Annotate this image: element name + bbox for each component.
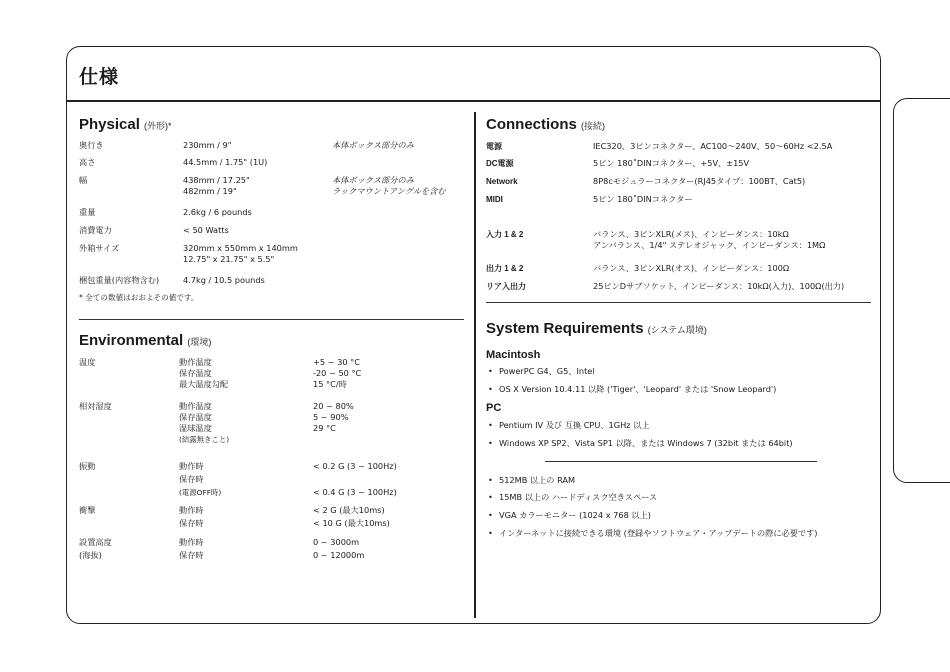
env-item: 動作時 — [179, 537, 204, 547]
physical-label: 消費電力 — [79, 225, 112, 235]
env-item: (結露無きこと) — [179, 435, 230, 444]
env-label-2: (海抜) — [79, 550, 102, 560]
pc-item: • Windows XP SP2、Vista SP1 以降、または Windows 7 (32bit または 64bit) — [499, 438, 793, 449]
physical-label: 幅 — [79, 175, 88, 185]
env-item: 保存時 — [179, 474, 204, 484]
side-tab — [893, 98, 950, 483]
env-label: 振動 — [79, 461, 96, 471]
mac-item: • PowerPC G4、G5、Intel — [499, 366, 595, 377]
physical-heading: Physical (外形)* — [79, 116, 172, 133]
mac-title: Macintosh — [486, 349, 541, 361]
env-item: 動作温度 — [179, 401, 212, 411]
physical-value: 2.6kg / 6 pounds — [183, 207, 252, 217]
section-divider — [79, 319, 464, 320]
physical-footnote: * 全ての数値はおおよその値です。 — [79, 293, 199, 302]
env-value: 0 ~ 12000m — [313, 550, 365, 560]
env-label: 温度 — [79, 357, 96, 367]
env-item: 湿球温度 — [179, 423, 212, 433]
common-item: • 512MB 以上の RAM — [499, 475, 575, 486]
env-item: (電源OFF時) — [179, 488, 222, 497]
conn-value: 5ピン 180˚DINコネクター、+5V、±15V — [593, 158, 750, 168]
conn-value: 8P8cモジュラーコネクター(RJ45タイプ：100BT、Cat5) — [593, 176, 806, 186]
conn-value-2: アンバランス、1/4" ステレオジャック、インピーダンス：1MΩ — [593, 240, 826, 250]
conn-label: MIDI — [486, 195, 503, 204]
env-value: +5 ~ 30 °C — [313, 357, 360, 367]
env-value: 15 °C/時 — [313, 379, 347, 389]
pc-title: PC — [486, 402, 502, 414]
sysreq-heading: System Requirements (システム環境) — [486, 320, 707, 337]
conn-label: 入力 1 & 2 — [486, 230, 524, 239]
conn-label: Network — [486, 177, 518, 186]
env-value: < 10 G (最大10ms) — [313, 518, 390, 528]
physical-label: 高さ — [79, 157, 96, 167]
conn-label: 出力 1 & 2 — [486, 264, 524, 273]
physical-value: 438mm / 17.25" — [183, 175, 250, 185]
physical-value: 44.5mm / 1.75" (1U) — [183, 157, 268, 167]
physical-note: 本体ボックス部分のみ — [332, 175, 414, 185]
common-item: • 15MB 以上の ハードディスク空きスペース — [499, 492, 657, 503]
conn-value: IEC320、3ピンコネクター、AC100～240V、50～60Hz <2.5A — [593, 141, 833, 151]
conn-value: バランス、3ピンXLR(メス)、インピーダンス：10kΩ — [593, 229, 789, 239]
conn-label: リア入出力 — [486, 282, 526, 291]
physical-label: 奥行き — [79, 140, 104, 150]
env-item: 保存温度 — [179, 412, 212, 422]
mac-item: • OS X Version 10.4.11 以降 ('Tiger'、'Leopard' または 'Snow Leopard') — [499, 384, 776, 395]
env-item: 動作時 — [179, 505, 204, 515]
pc-item: • Pentium IV 及び 互換 CPU、1GHz 以上 — [499, 420, 650, 431]
physical-note-2: ラックマウントアングルを含む — [332, 186, 446, 196]
page-title: 仕様 — [79, 66, 120, 88]
physical-label: 重量 — [79, 207, 96, 217]
environmental-heading: Environmental (環境) — [79, 332, 212, 349]
common-item: • インターネットに接続できる環境 (登録やソフトウェア・アップデートの際に必要です) — [499, 528, 817, 539]
env-value: 20 ~ 80% — [313, 401, 354, 411]
env-item: 動作温度 — [179, 357, 212, 367]
physical-value: < 50 Watts — [183, 225, 229, 235]
env-item: 動作時 — [179, 461, 204, 471]
env-item: 保存時 — [179, 518, 204, 528]
env-item: 保存温度 — [179, 368, 212, 378]
physical-value: 4.7kg / 10.5 pounds — [183, 275, 265, 285]
env-label: 設置高度 — [79, 537, 112, 547]
common-item: • VGA カラーモニター (1024 x 768 以上) — [499, 510, 651, 521]
conn-value: 5ピン 180˚DINコネクター — [593, 194, 693, 204]
env-value: < 2 G (最大10ms) — [313, 505, 385, 515]
physical-value: 320mm x 550mm x 140mm — [183, 243, 298, 253]
connections-heading: Connections (接続) — [486, 116, 606, 133]
title-divider — [67, 100, 880, 102]
env-label: 相対湿度 — [79, 401, 112, 411]
env-item: 最大温度勾配 — [179, 379, 229, 389]
physical-label: 外箱サイズ — [79, 243, 120, 253]
env-value: -20 ~ 50 °C — [313, 368, 362, 378]
physical-value: 230mm / 9" — [183, 140, 232, 150]
env-value: 29 °C — [313, 423, 336, 433]
section-divider — [486, 302, 871, 303]
sysreq-divider — [545, 461, 817, 462]
physical-value-2: 12.75" x 21.75" x 5.5" — [183, 254, 275, 264]
conn-label: 電源 — [486, 142, 502, 151]
env-value: 5 ~ 90% — [313, 412, 349, 422]
env-label: 衝撃 — [79, 505, 96, 515]
env-value: < 0.2 G (3 ~ 100Hz) — [313, 461, 397, 471]
env-value: < 0.4 G (3 ~ 100Hz) — [313, 487, 397, 497]
env-value: 0 ~ 3000m — [313, 537, 360, 547]
conn-label: DC電源 — [486, 159, 514, 168]
physical-note: 本体ボックス部分のみ — [332, 140, 414, 150]
physical-value-2: 482mm / 19" — [183, 186, 237, 196]
column-divider — [474, 112, 476, 618]
physical-label: 梱包重量(内容物含む) — [79, 275, 160, 285]
conn-value: バランス、3ピンXLR(オス)、インピーダンス：100Ω — [593, 263, 790, 273]
conn-value: 25ピンDサブソケット、インピーダンス：10kΩ(入力)、100Ω(出力) — [593, 281, 845, 291]
env-item: 保存時 — [179, 550, 204, 560]
